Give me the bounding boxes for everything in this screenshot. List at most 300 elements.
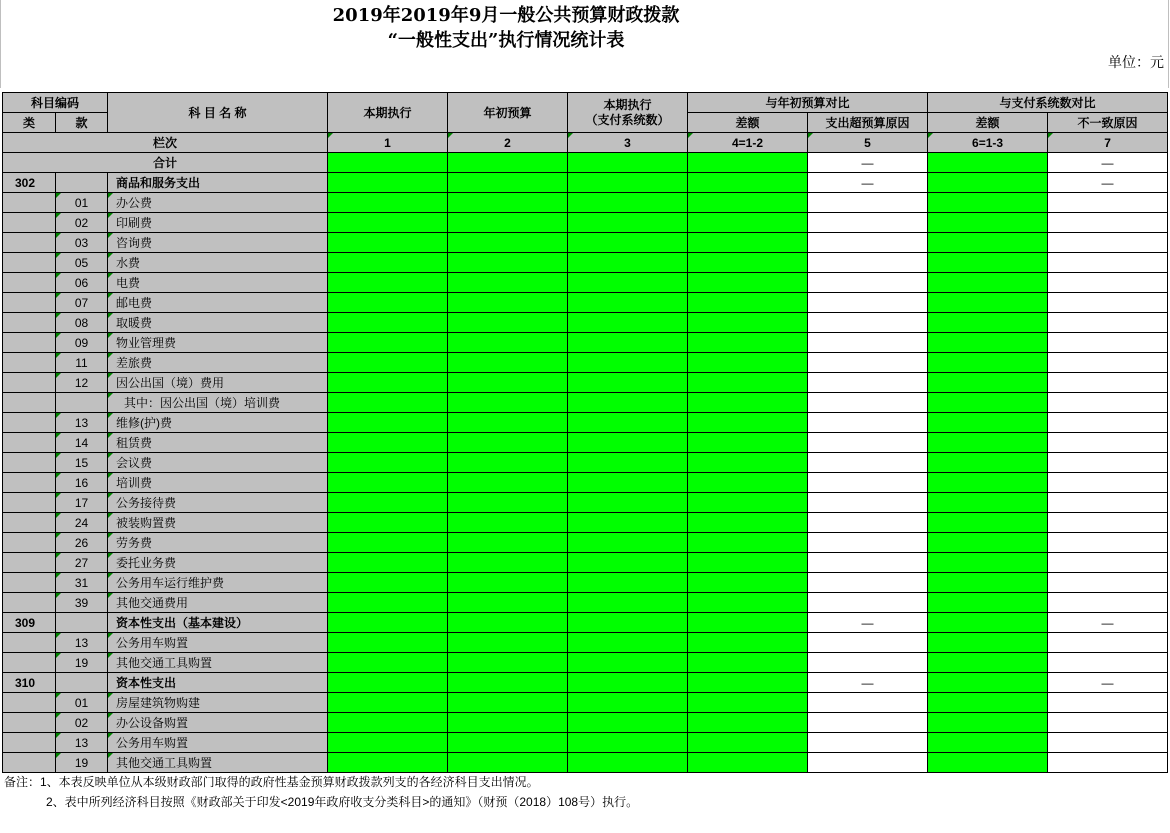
row-name: 电费 xyxy=(108,273,328,293)
total-label: 合计 xyxy=(3,153,328,173)
row-name: 其他交通费用 xyxy=(108,593,328,613)
row-diff-1[interactable] xyxy=(688,693,808,713)
row-over-reason[interactable] xyxy=(808,693,928,713)
row-diff-2[interactable] xyxy=(928,413,1048,433)
row-mismatch[interactable] xyxy=(1048,753,1168,773)
row-mismatch[interactable] xyxy=(1048,733,1168,753)
row-diff-1[interactable] xyxy=(688,433,808,453)
row-current[interactable] xyxy=(328,353,448,373)
row-diff-1[interactable] xyxy=(688,273,808,293)
row-diff-1[interactable] xyxy=(688,533,808,553)
row-pay[interactable] xyxy=(568,413,688,433)
row-kuan: 39 xyxy=(56,593,108,613)
row-diff-2[interactable] xyxy=(928,613,1048,633)
row-mismatch[interactable] xyxy=(1048,493,1168,513)
row-over-reason[interactable] xyxy=(808,513,928,533)
row-over-reason[interactable]: — xyxy=(808,613,928,633)
unit-label: 单位：元 xyxy=(1108,54,1164,70)
row-over-reason[interactable]: — xyxy=(808,673,928,693)
table-row xyxy=(3,453,1168,473)
row-kuan: 02 xyxy=(56,213,108,233)
total-row xyxy=(3,153,1168,173)
row-pay[interactable] xyxy=(568,353,688,373)
table-body xyxy=(3,153,1168,773)
row-kuan: 05 xyxy=(56,253,108,273)
row-pay[interactable] xyxy=(568,533,688,553)
header-current: 本期执行 xyxy=(328,93,448,133)
row-diff-1[interactable] xyxy=(688,213,808,233)
row-budget[interactable] xyxy=(448,553,568,573)
row-diff-2[interactable] xyxy=(928,213,1048,233)
index-col-1: 1 xyxy=(328,133,448,153)
row-lei xyxy=(3,333,56,353)
row-pay[interactable] xyxy=(568,733,688,753)
row-pay[interactable] xyxy=(568,373,688,393)
row-mismatch[interactable] xyxy=(1048,293,1168,313)
row-diff-2[interactable] xyxy=(928,353,1048,373)
row-over-reason[interactable] xyxy=(808,413,928,433)
row-diff-2[interactable] xyxy=(928,753,1048,773)
row-diff-1[interactable] xyxy=(688,653,808,673)
row-over-reason[interactable] xyxy=(808,193,928,213)
row-current[interactable] xyxy=(328,753,448,773)
row-over-reason[interactable] xyxy=(808,373,928,393)
row-diff-1[interactable] xyxy=(688,473,808,493)
row-lei xyxy=(3,253,56,273)
row-diff-2[interactable] xyxy=(928,553,1048,573)
row-budget[interactable] xyxy=(448,213,568,233)
total-diff-1[interactable] xyxy=(688,153,808,173)
row-mismatch[interactable]: — xyxy=(1048,613,1168,633)
row-lei xyxy=(3,753,56,773)
table-row xyxy=(3,653,1168,673)
row-current[interactable] xyxy=(328,313,448,333)
row-diff-1[interactable] xyxy=(688,293,808,313)
row-pay[interactable] xyxy=(568,633,688,653)
row-budget[interactable] xyxy=(448,373,568,393)
row-budget[interactable] xyxy=(448,673,568,693)
row-current[interactable] xyxy=(328,173,448,193)
row-kuan: 08 xyxy=(56,313,108,333)
row-diff-1[interactable] xyxy=(688,193,808,213)
row-diff-2[interactable] xyxy=(928,693,1048,713)
row-pay[interactable] xyxy=(568,473,688,493)
row-pay[interactable] xyxy=(568,173,688,193)
row-name: 咨询费 xyxy=(108,233,328,253)
row-current[interactable] xyxy=(328,593,448,613)
row-mismatch[interactable] xyxy=(1048,553,1168,573)
row-mismatch[interactable] xyxy=(1048,413,1168,433)
row-budget[interactable] xyxy=(448,393,568,413)
row-mismatch[interactable] xyxy=(1048,653,1168,673)
row-lei xyxy=(3,313,56,333)
row-budget[interactable] xyxy=(448,233,568,253)
row-diff-1[interactable] xyxy=(688,373,808,393)
row-budget[interactable] xyxy=(448,173,568,193)
row-name: 取暖费 xyxy=(108,313,328,333)
row-current[interactable] xyxy=(328,633,448,653)
row-diff-2[interactable] xyxy=(928,173,1048,193)
row-kuan: 24 xyxy=(56,513,108,533)
row-pay[interactable] xyxy=(568,233,688,253)
row-diff-1[interactable] xyxy=(688,593,808,613)
row-diff-1[interactable] xyxy=(688,173,808,193)
row-pay[interactable] xyxy=(568,433,688,453)
row-lei: 302 xyxy=(3,173,56,193)
row-mismatch[interactable] xyxy=(1048,573,1168,593)
row-diff-2[interactable] xyxy=(928,513,1048,533)
row-budget[interactable] xyxy=(448,733,568,753)
index-col-4: 4=1-2 xyxy=(688,133,808,153)
table-row xyxy=(3,673,1168,693)
row-budget[interactable] xyxy=(448,453,568,473)
row-current[interactable] xyxy=(328,673,448,693)
row-lei xyxy=(3,393,56,413)
row-lei xyxy=(3,413,56,433)
row-current[interactable] xyxy=(328,493,448,513)
row-diff-2[interactable] xyxy=(928,493,1048,513)
row-budget[interactable] xyxy=(448,493,568,513)
row-current[interactable] xyxy=(328,273,448,293)
row-diff-1[interactable] xyxy=(688,553,808,573)
row-current[interactable] xyxy=(328,253,448,273)
row-over-reason[interactable] xyxy=(808,333,928,353)
row-pay[interactable] xyxy=(568,513,688,533)
header-budget: 年初预算 xyxy=(448,93,568,133)
row-name: 被装购置费 xyxy=(108,513,328,533)
row-lei: 309 xyxy=(3,613,56,633)
row-budget[interactable] xyxy=(448,413,568,433)
row-mismatch[interactable] xyxy=(1048,333,1168,353)
row-pay[interactable] xyxy=(568,453,688,473)
row-over-reason[interactable]: — xyxy=(808,173,928,193)
row-over-reason[interactable] xyxy=(808,633,928,653)
row-diff-2[interactable] xyxy=(928,393,1048,413)
table-row xyxy=(3,273,1168,293)
row-pay[interactable] xyxy=(568,713,688,733)
row-diff-1[interactable] xyxy=(688,633,808,653)
row-budget[interactable] xyxy=(448,273,568,293)
row-budget[interactable] xyxy=(448,253,568,273)
row-diff-2[interactable] xyxy=(928,433,1048,453)
row-current[interactable] xyxy=(328,533,448,553)
row-current[interactable] xyxy=(328,193,448,213)
row-mismatch[interactable] xyxy=(1048,313,1168,333)
row-over-reason[interactable] xyxy=(808,293,928,313)
row-pay[interactable] xyxy=(568,553,688,573)
row-current[interactable] xyxy=(328,393,448,413)
row-lei xyxy=(3,513,56,533)
row-current[interactable] xyxy=(328,613,448,633)
row-diff-1[interactable] xyxy=(688,453,808,473)
row-diff-2[interactable] xyxy=(928,313,1048,333)
row-budget[interactable] xyxy=(448,593,568,613)
row-diff-2[interactable] xyxy=(928,273,1048,293)
total-diff-2[interactable] xyxy=(928,153,1048,173)
row-pay[interactable] xyxy=(568,273,688,293)
row-over-reason[interactable] xyxy=(808,253,928,273)
row-current[interactable] xyxy=(328,293,448,313)
row-budget[interactable] xyxy=(448,653,568,673)
row-pay[interactable] xyxy=(568,693,688,713)
row-over-reason[interactable] xyxy=(808,273,928,293)
row-lei xyxy=(3,593,56,613)
index-col-6: 6=1-3 xyxy=(928,133,1048,153)
row-pay[interactable] xyxy=(568,573,688,593)
row-mismatch[interactable] xyxy=(1048,713,1168,733)
row-name: 资本性支出（基本建设） xyxy=(108,613,328,633)
row-diff-2[interactable] xyxy=(928,713,1048,733)
row-name: 其中：因公出国（境）培训费 xyxy=(108,393,328,413)
row-diff-2[interactable] xyxy=(928,733,1048,753)
row-diff-1[interactable] xyxy=(688,493,808,513)
row-pay[interactable] xyxy=(568,753,688,773)
row-diff-1[interactable] xyxy=(688,513,808,533)
row-mismatch[interactable] xyxy=(1048,393,1168,413)
row-kuan: 14 xyxy=(56,433,108,453)
row-current[interactable] xyxy=(328,573,448,593)
table-row xyxy=(3,713,1168,733)
row-budget[interactable] xyxy=(448,193,568,213)
row-budget[interactable] xyxy=(448,693,568,713)
row-diff-1[interactable] xyxy=(688,413,808,433)
row-current[interactable] xyxy=(328,693,448,713)
row-diff-2[interactable] xyxy=(928,593,1048,613)
row-over-reason[interactable] xyxy=(808,753,928,773)
row-lei: 310 xyxy=(3,673,56,693)
row-mismatch[interactable] xyxy=(1048,233,1168,253)
row-current[interactable] xyxy=(328,733,448,753)
row-mismatch[interactable] xyxy=(1048,273,1168,293)
row-lei xyxy=(3,213,56,233)
row-current[interactable] xyxy=(328,473,448,493)
row-over-reason[interactable] xyxy=(808,473,928,493)
table-row xyxy=(3,553,1168,573)
row-mismatch[interactable] xyxy=(1048,513,1168,533)
row-pay[interactable] xyxy=(568,193,688,213)
row-name: 公务用车运行维护费 xyxy=(108,573,328,593)
row-lei xyxy=(3,453,56,473)
total-mismatch[interactable]: — xyxy=(1048,153,1168,173)
row-over-reason[interactable] xyxy=(808,313,928,333)
row-mismatch[interactable]: — xyxy=(1048,173,1168,193)
row-budget[interactable] xyxy=(448,313,568,333)
table-row xyxy=(3,633,1168,653)
row-current[interactable] xyxy=(328,413,448,433)
table-row xyxy=(3,193,1168,213)
row-over-reason[interactable] xyxy=(808,653,928,673)
row-current[interactable] xyxy=(328,213,448,233)
row-budget[interactable] xyxy=(448,433,568,453)
note-1: 备注：1、本表反映单位从本级财政部门取得的政府性基金预算财政拨款列支的各经济科目支出情况。 xyxy=(4,775,539,789)
row-current[interactable] xyxy=(328,433,448,453)
row-diff-2[interactable] xyxy=(928,453,1048,473)
row-over-reason[interactable] xyxy=(808,533,928,553)
header-kuan: 款 xyxy=(56,113,108,133)
header-diff-1: 差额 xyxy=(688,113,808,133)
row-diff-2[interactable] xyxy=(928,673,1048,693)
row-mismatch[interactable] xyxy=(1048,373,1168,393)
index-label: 栏次 xyxy=(3,133,328,153)
row-diff-1[interactable] xyxy=(688,353,808,373)
row-kuan xyxy=(56,393,108,413)
row-name: 邮电费 xyxy=(108,293,328,313)
row-lei xyxy=(3,273,56,293)
row-lei xyxy=(3,433,56,453)
row-over-reason[interactable] xyxy=(808,713,928,733)
row-diff-2[interactable] xyxy=(928,573,1048,593)
row-name: 委托业务费 xyxy=(108,553,328,573)
row-name: 房屋建筑物购建 xyxy=(108,693,328,713)
row-current[interactable] xyxy=(328,553,448,573)
row-current[interactable] xyxy=(328,513,448,533)
row-diff-1[interactable] xyxy=(688,253,808,273)
table-row xyxy=(3,513,1168,533)
note-2: 2、表中所列经济科目按照《财政部关于印发<2019年政府收支分类科目>的通知》（财预（2018）108号）执行。 xyxy=(46,795,639,809)
row-over-reason[interactable] xyxy=(808,233,928,253)
row-pay[interactable] xyxy=(568,313,688,333)
row-current[interactable] xyxy=(328,713,448,733)
row-over-reason[interactable] xyxy=(808,353,928,373)
row-mismatch[interactable] xyxy=(1048,533,1168,553)
row-budget[interactable] xyxy=(448,753,568,773)
row-kuan: 03 xyxy=(56,233,108,253)
row-diff-1[interactable] xyxy=(688,713,808,733)
row-diff-1[interactable] xyxy=(688,733,808,753)
row-diff-1[interactable] xyxy=(688,573,808,593)
header-name: 科 目 名 称 xyxy=(108,93,328,133)
row-diff-2[interactable] xyxy=(928,253,1048,273)
row-over-reason[interactable] xyxy=(808,553,928,573)
header-pay-line2: （支付系统数） xyxy=(585,112,670,127)
row-pay[interactable] xyxy=(568,333,688,353)
row-kuan: 11 xyxy=(56,353,108,373)
row-kuan: 06 xyxy=(56,273,108,293)
table-row xyxy=(3,373,1168,393)
row-mismatch[interactable] xyxy=(1048,453,1168,473)
row-lei xyxy=(3,553,56,573)
row-diff-1[interactable] xyxy=(688,233,808,253)
header-code: 科目编码 xyxy=(3,93,108,113)
row-name: 劳务费 xyxy=(108,533,328,553)
row-budget[interactable] xyxy=(448,613,568,633)
table-row xyxy=(3,533,1168,553)
total-pay[interactable] xyxy=(568,153,688,173)
row-diff-2[interactable] xyxy=(928,653,1048,673)
row-name: 其他交通工具购置 xyxy=(108,653,328,673)
row-mismatch[interactable] xyxy=(1048,213,1168,233)
row-over-reason[interactable] xyxy=(808,573,928,593)
row-current[interactable] xyxy=(328,653,448,673)
row-pay[interactable] xyxy=(568,593,688,613)
row-mismatch[interactable] xyxy=(1048,593,1168,613)
row-over-reason[interactable] xyxy=(808,453,928,473)
header-pay-system xyxy=(568,93,688,133)
row-diff-1[interactable] xyxy=(688,333,808,353)
row-over-reason[interactable] xyxy=(808,213,928,233)
row-pay[interactable] xyxy=(568,613,688,633)
row-pay[interactable] xyxy=(568,213,688,233)
row-budget[interactable] xyxy=(448,333,568,353)
table-row xyxy=(3,493,1168,513)
row-budget[interactable] xyxy=(448,473,568,493)
row-kuan: 19 xyxy=(56,653,108,673)
index-col-2: 2 xyxy=(448,133,568,153)
row-mismatch[interactable] xyxy=(1048,693,1168,713)
row-diff-2[interactable] xyxy=(928,373,1048,393)
row-over-reason[interactable] xyxy=(808,433,928,453)
row-diff-1[interactable] xyxy=(688,673,808,693)
row-budget[interactable] xyxy=(448,573,568,593)
total-over-reason[interactable]: — xyxy=(808,153,928,173)
row-over-reason[interactable] xyxy=(808,593,928,613)
row-budget[interactable] xyxy=(448,353,568,373)
row-mismatch[interactable] xyxy=(1048,633,1168,653)
row-pay[interactable] xyxy=(568,673,688,693)
row-diff-2[interactable] xyxy=(928,293,1048,313)
total-budget[interactable] xyxy=(448,153,568,173)
row-diff-1[interactable] xyxy=(688,753,808,773)
row-pay[interactable] xyxy=(568,493,688,513)
row-kuan: 27 xyxy=(56,553,108,573)
row-name: 办公费 xyxy=(108,193,328,213)
row-pay[interactable] xyxy=(568,393,688,413)
row-diff-2[interactable] xyxy=(928,193,1048,213)
row-mismatch[interactable] xyxy=(1048,473,1168,493)
row-budget[interactable] xyxy=(448,713,568,733)
row-pay[interactable] xyxy=(568,293,688,313)
row-over-reason[interactable] xyxy=(808,733,928,753)
row-kuan: 12 xyxy=(56,373,108,393)
row-diff-2[interactable] xyxy=(928,633,1048,653)
row-mismatch[interactable] xyxy=(1048,193,1168,213)
row-name: 差旅费 xyxy=(108,353,328,373)
row-diff-2[interactable] xyxy=(928,333,1048,353)
row-kuan xyxy=(56,673,108,693)
row-mismatch[interactable] xyxy=(1048,253,1168,273)
row-lei xyxy=(3,193,56,213)
row-current[interactable] xyxy=(328,333,448,353)
row-mismatch[interactable]: — xyxy=(1048,673,1168,693)
row-over-reason[interactable] xyxy=(808,493,928,513)
index-col-3: 3 xyxy=(568,133,688,153)
row-current[interactable] xyxy=(328,373,448,393)
table-row xyxy=(3,313,1168,333)
row-name: 资本性支出 xyxy=(108,673,328,693)
row-over-reason[interactable] xyxy=(808,393,928,413)
row-diff-1[interactable] xyxy=(688,393,808,413)
row-diff-1[interactable] xyxy=(688,313,808,333)
row-diff-1[interactable] xyxy=(688,613,808,633)
row-diff-2[interactable] xyxy=(928,533,1048,553)
row-budget[interactable] xyxy=(448,533,568,553)
header-compare-pay: 与支付系统数对比 xyxy=(928,93,1168,113)
row-budget[interactable] xyxy=(448,513,568,533)
row-pay[interactable] xyxy=(568,253,688,273)
row-current[interactable] xyxy=(328,453,448,473)
row-kuan: 01 xyxy=(56,193,108,213)
row-diff-2[interactable] xyxy=(928,233,1048,253)
row-budget[interactable] xyxy=(448,293,568,313)
row-current[interactable] xyxy=(328,233,448,253)
row-pay[interactable] xyxy=(568,653,688,673)
header-row-1 xyxy=(3,93,1168,113)
row-diff-2[interactable] xyxy=(928,473,1048,493)
row-mismatch[interactable] xyxy=(1048,433,1168,453)
total-current[interactable] xyxy=(328,153,448,173)
row-mismatch[interactable] xyxy=(1048,353,1168,373)
row-budget[interactable] xyxy=(448,633,568,653)
